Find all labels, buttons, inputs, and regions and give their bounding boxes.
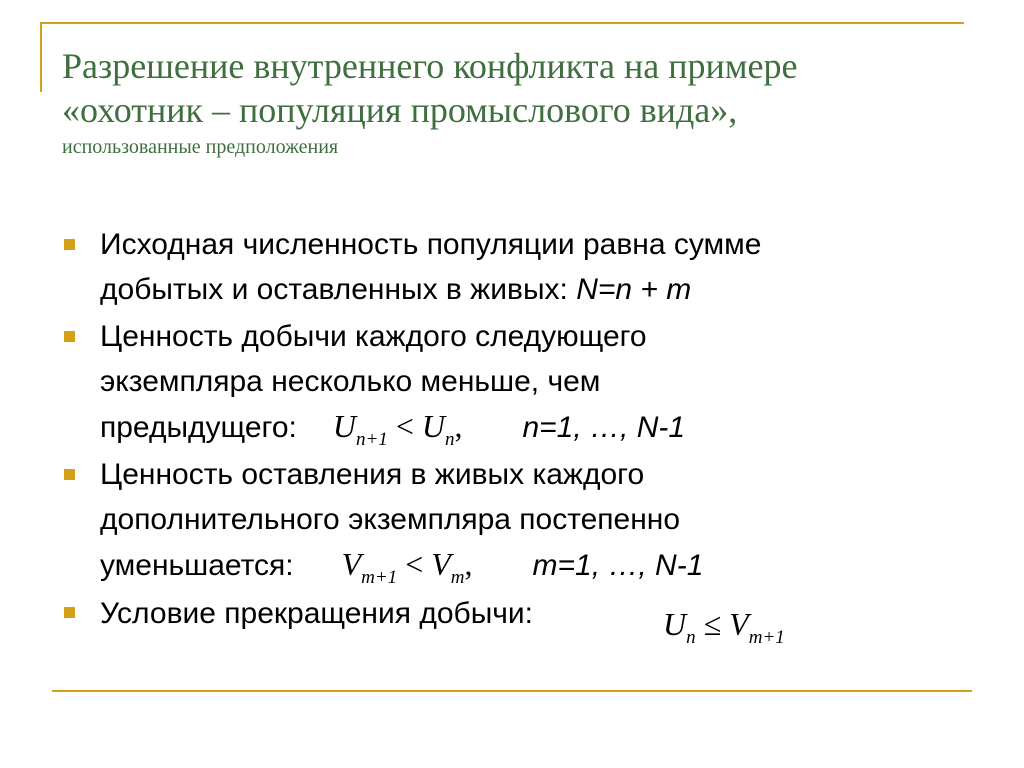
bullet-2-text: предыдущего: — [100, 411, 297, 444]
stop-condition-formula: $U_n \le V_{m+1}$ — [663, 606, 785, 648]
slide-title — [62, 44, 962, 160]
bullet-3-line-1: Ценность оставления в живых каждого — [100, 458, 645, 491]
bullet-item-4 — [62, 590, 982, 648]
bullet-1-line-2 — [100, 267, 982, 312]
bullet-square-icon — [64, 607, 75, 618]
bullet-1-line-1: Исходная численность популяции равна сумме — [100, 228, 762, 261]
bullet-item-2 — [62, 314, 982, 450]
bullet-2-line-2: экземпляра несколько меньше, чем — [100, 365, 601, 398]
population-sum-formula: N=n + m — [576, 273, 692, 306]
survival-value-formula: $V_{m+1} < V_m$, — [341, 546, 473, 588]
bullet-square-icon — [64, 469, 75, 480]
harvest-range: n=1, …, N-1 — [522, 411, 686, 444]
title-line-1: Разрешение внутреннего конфликта на примере — [62, 46, 798, 86]
title-line-2: «охотник – популяция промыслового вида», — [62, 90, 738, 130]
survival-range: m=1, …, N-1 — [532, 549, 704, 582]
bullet-square-icon — [64, 239, 75, 250]
bullet-3-line-2: дополнительного экземпляра постепенно — [100, 503, 681, 536]
title-subtitle: использованные предположения — [62, 136, 339, 158]
bullet-list — [62, 222, 982, 648]
bullet-3-text: уменьшается: — [100, 549, 294, 582]
bullet-2-line-1: Ценность добычи каждого следующего — [100, 320, 647, 353]
bullet-4-text: Условие прекращения добычи: — [100, 597, 533, 630]
bullet-4-line-1 — [100, 590, 982, 648]
bullet-1-text: добытых и оставленных в живых: — [100, 273, 577, 306]
bullet-3-line-3 — [100, 542, 982, 588]
harvest-value-formula: $U_{n+1} < U_n$, — [332, 408, 463, 450]
frame-bottom-rule — [52, 690, 972, 692]
bullet-item-3 — [62, 452, 982, 588]
bullet-2-line-3 — [100, 404, 982, 450]
frame-vertical-rule — [40, 22, 42, 92]
bullet-square-icon — [64, 331, 75, 342]
bullet-item-1 — [62, 222, 982, 312]
frame-top-rule — [40, 22, 964, 24]
